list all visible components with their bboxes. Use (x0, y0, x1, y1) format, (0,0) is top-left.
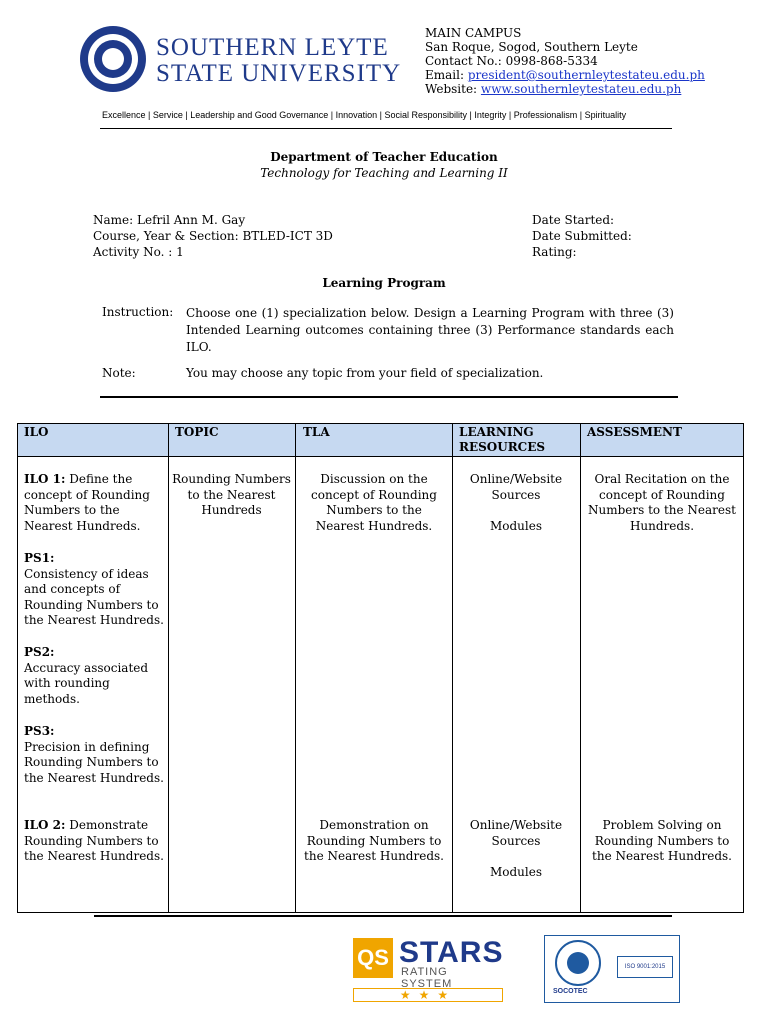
res2-cell (457, 818, 575, 880)
ilo2-cell (24, 818, 164, 865)
student-info (93, 212, 333, 260)
res1-cell (457, 472, 575, 534)
res2-online: Online/Website Sources (469, 818, 563, 848)
learning-program-table (17, 423, 744, 913)
ps1-text: Consistency of ideas and concepts of Rounding Numbers to the Nearest Hundreds. (24, 566, 164, 628)
rating: Rating: (532, 245, 577, 259)
campus-name: MAIN CAMPUS (425, 26, 522, 40)
header-divider (100, 128, 672, 129)
instruction-label: Instruction: (102, 305, 174, 319)
email-label: Email: (425, 68, 468, 82)
iso-badge: ISO 9001:2015 (617, 956, 673, 978)
date-submitted: Date Submitted: (532, 229, 632, 243)
date-started: Date Started: (532, 213, 615, 227)
ilo1-text: Define the concept of Rounding Numbers to the Nearest Hundreds. (24, 472, 150, 533)
ps3-text: Precision in defining Rounding Numbers to the Nearest Hundreds. (24, 739, 164, 785)
ilo2-label: ILO 2: (24, 818, 66, 832)
header-learning-resources: LEARNING RESOURCES (459, 425, 546, 454)
note-label: Note: (102, 366, 136, 380)
instruction-text: Choose one (1) specialization below. Design a Learning Program with three (3) Intended Learning outcomes containing three (3) Performance standards each ILO. (186, 306, 674, 354)
ps1-label: PS1: (24, 551, 55, 565)
ps1-cell (24, 551, 164, 629)
ps3-cell (24, 724, 164, 786)
qs-stars-logo (353, 938, 503, 1002)
website-link[interactable]: www.southernleytestateu.edu.ph (480, 82, 682, 96)
ps2-cell (24, 645, 164, 707)
header-topic: TOPIC (175, 425, 219, 439)
qs-stars-text: STARS (399, 936, 504, 969)
header-assessment: ASSESSMENT (587, 425, 682, 439)
student-name: Name: Lefril Ann M. Gay (93, 213, 246, 227)
tla2-cell: Demonstration on Rounding Numbers to the Nearest Hundreds. (304, 818, 444, 864)
campus-address: San Roque, Sogod, Southern Leyte (425, 40, 638, 54)
header-tla: TLA (303, 425, 330, 439)
student-section: Course, Year & Section: BTLED-ICT 3D (93, 229, 333, 243)
activity-number: Activity No. : 1 (93, 245, 184, 259)
topic1-cell: Rounding Numbers to the Nearest Hundreds (172, 472, 291, 518)
university-name-line1: SOUTHERN LEYTE (156, 34, 389, 61)
department-title: Department of Teacher Education (270, 150, 498, 164)
campus-info (425, 26, 705, 96)
tla1-cell: Discussion on the concept of Rounding Numbers to the Nearest Hundreds. (311, 472, 437, 533)
ps2-label: PS2: (24, 645, 55, 659)
campus-website-row (425, 82, 705, 96)
ilo1-cell (24, 472, 164, 534)
ilo2-text: Demonstrate Rounding Numbers to the Nearest Hundreds. (24, 818, 164, 864)
ps3-label: PS3: (24, 724, 55, 738)
socotec-name: SOCOTEC (553, 988, 588, 995)
instruction-divider (100, 396, 678, 398)
ilo1-label: ILO 1: (24, 472, 66, 486)
qs-rating-text: RATING SYSTEM (401, 966, 453, 990)
footer-divider (94, 915, 672, 917)
core-values: Excellence | Service | Leadership and Good Governance | Innovation | Social Responsibility | Integrity | Professionalism | Spirituality (102, 110, 627, 120)
header-ilo: ILO (24, 425, 49, 439)
assess2-cell: Problem Solving on Rounding Numbers to the Nearest Hundreds. (592, 818, 732, 864)
assess1-cell: Oral Recitation on the concept of Rounding Numbers to the Nearest Hundreds. (587, 472, 736, 533)
res2-modules: Modules (489, 864, 543, 879)
note-text: You may choose any topic from your field of specialization. (186, 366, 544, 380)
socotec-logo (544, 935, 680, 1003)
campus-contact: Contact No.: 0998-868-5334 (425, 54, 598, 68)
university-name-line2: STATE UNIVERSITY (156, 60, 402, 87)
qs-star-rating: ★★★ (353, 988, 503, 1002)
campus-email-row (425, 68, 705, 82)
program-title: Learning Program (322, 276, 446, 290)
ps2-text: Accuracy associated with rounding methods. (24, 660, 149, 706)
res1-online: Online/Website Sources (469, 472, 563, 502)
date-info (532, 212, 632, 260)
email-link[interactable]: president@southernleytestateu.edu.ph (467, 68, 705, 82)
website-label: Website: (425, 82, 481, 96)
course-title: Technology for Teaching and Learning II (260, 166, 508, 180)
res1-modules: Modules (489, 518, 543, 533)
qs-box: QS (353, 938, 393, 978)
university-seal (80, 26, 146, 92)
